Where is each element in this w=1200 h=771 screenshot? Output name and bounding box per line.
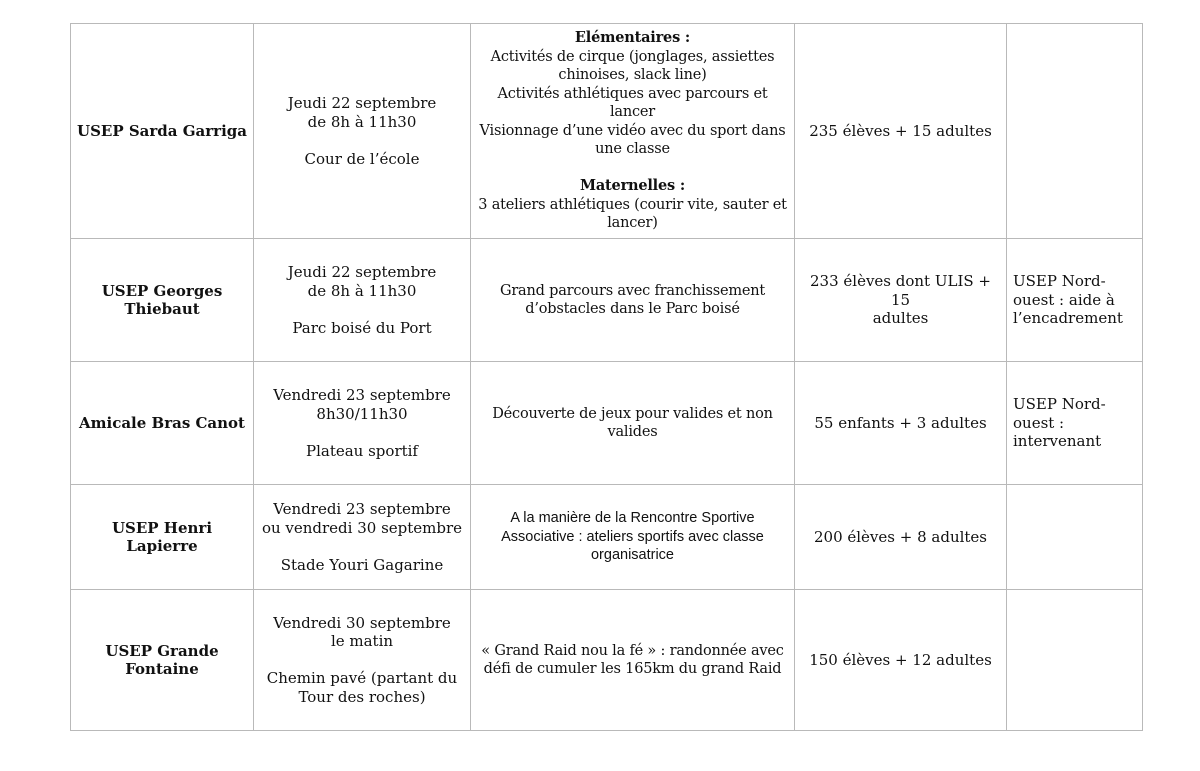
club-cell: USEP Henri Lapierre <box>71 485 254 590</box>
activity-line: Activités athlétiques avec parcours et <box>497 85 768 102</box>
participants-cell: 200 élèves + 8 adultes <box>795 485 1007 590</box>
time-line: de 8h à 11h30 <box>307 112 417 131</box>
activity-line: Activités de cirque (jonglages, assiettes <box>490 48 775 65</box>
club-cell: USEP Grande Fontaine <box>71 590 254 731</box>
activity-line: une classe <box>595 141 670 158</box>
table-row <box>71 485 1143 590</box>
time-line: de 8h à 11h30 <box>307 281 417 300</box>
participants-cell: 55 enfants + 3 adultes <box>795 362 1007 485</box>
participants-cell: 150 élèves + 12 adultes <box>795 590 1007 731</box>
date-place-cell <box>254 239 471 362</box>
participants-cell: 233 élèves dont ULIS + 15 adultes <box>795 239 1007 362</box>
table-row <box>71 24 1143 239</box>
activity-heading: Maternelles : <box>580 177 685 195</box>
activity-cell: « Grand Raid nou la fé » : randonnée avec défi de cumuler les 165km du grand Raid <box>471 590 795 731</box>
date-line: Jeudi 22 septembre <box>287 263 437 281</box>
activity-cell <box>471 24 795 239</box>
date-line: Vendredi 23 septembre <box>273 386 451 404</box>
support-cell: USEP Nord- ouest : aide à l’encadrement <box>1007 239 1143 362</box>
support-cell <box>1007 590 1143 731</box>
place-line: Stade Youri Gagarine <box>280 555 444 574</box>
activity-line: 3 ateliers athlétiques (courir vite, sauter et <box>478 196 787 213</box>
activity-cell: A la manière de la Rencontre Sportive Associative : ateliers sportifs avec classe organisatrice <box>471 485 795 590</box>
time-line: 8h30/11h30 <box>316 404 408 423</box>
participants-cell: 235 élèves + 15 adultes <box>795 24 1007 239</box>
date-line: Jeudi 22 septembre <box>287 94 437 112</box>
activity-line: Visionnage d’une vidéo avec du sport dans <box>479 122 786 139</box>
place-line: Parc boisé du Port <box>292 318 432 337</box>
events-table <box>70 23 1143 731</box>
table-row <box>71 239 1143 362</box>
club-cell: USEP Sarda Garriga <box>71 24 254 239</box>
date-place-cell <box>254 24 471 239</box>
activity-line: lancer <box>609 104 656 121</box>
table-row <box>71 362 1143 485</box>
club-cell: USEP Georges Thiebaut <box>71 239 254 362</box>
place-line: Chemin pavé (partant du <box>266 669 458 688</box>
activity-cell: Grand parcours avec franchissement d’obstacles dans le Parc boisé <box>471 239 795 362</box>
activity-cell: Découverte de jeux pour valides et non valides <box>471 362 795 485</box>
activity-heading: Elémentaires : <box>574 29 691 47</box>
date-place-cell <box>254 590 471 731</box>
club-cell: Amicale Bras Canot <box>71 362 254 485</box>
time-line: le matin <box>330 632 394 651</box>
place-line: Cour de l’école <box>304 149 420 168</box>
table-row <box>71 590 1143 731</box>
date-line: Vendredi 23 septembre <box>273 500 451 518</box>
support-cell <box>1007 485 1143 590</box>
date-line: Vendredi 30 septembre <box>273 613 451 632</box>
support-cell <box>1007 24 1143 239</box>
time-line: ou vendredi 30 septembre <box>261 518 463 537</box>
date-place-cell <box>254 362 471 485</box>
activity-line: chinoises, slack line) <box>558 67 707 84</box>
activity-line: lancer) <box>607 215 658 232</box>
place-line: Plateau sportif <box>306 441 418 460</box>
support-cell: USEP Nord- ouest : intervenant <box>1007 362 1143 485</box>
date-place-cell <box>254 485 471 590</box>
place-line: Tour des roches) <box>298 687 426 706</box>
